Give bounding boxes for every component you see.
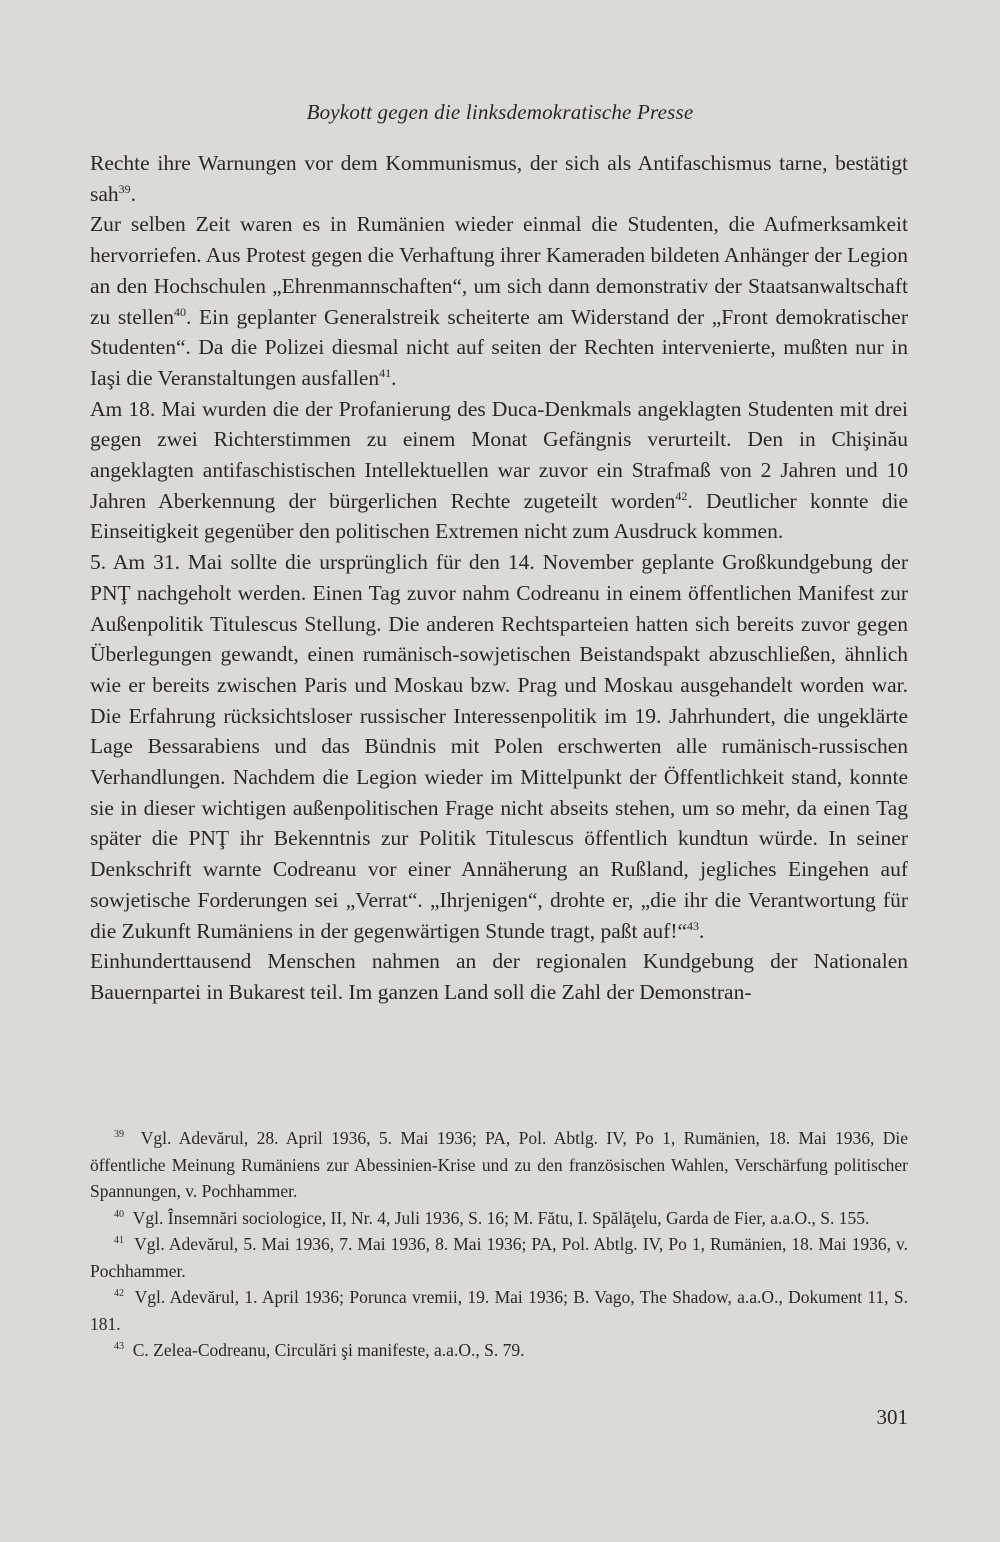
paragraph xyxy=(90,547,908,946)
paragraph-text: . xyxy=(130,181,137,206)
running-head: Boykott gegen die linksdemokratische Presse xyxy=(306,100,694,124)
paragraph-text: Einhunderttausend Menschen nahmen an der regionalen Kundgebung der Nationalen Bauernpartei in Bukarest teil. Im ganzen Land soll die Zahl der Demonstran- xyxy=(90,949,908,1004)
footnote-ref: 41 xyxy=(379,365,392,380)
paragraph-text: . xyxy=(391,365,397,390)
paragraph-text: Rechte ihre Warnungen vor dem Kommunismus, der sich als Antifaschismus tarne, bestätigt sah xyxy=(90,151,908,206)
footnote-number: 42 xyxy=(114,1288,124,1300)
paragraph-text: . Deutlicher konnte die Einseitigkeit gegenüber den politischen Extremen nicht zum Ausdruck kommen. xyxy=(90,488,908,544)
paragraph-text: Zur selben Zeit waren es in Rumänien wieder einmal die Studenten, die Aufmerksamkeit hervorriefen. Aus Protest gegen die Verhaftung ihrer Kameraden bildeten Anhänger der Legion an den Hochschulen „Ehrenmannschaften“, um sich dann demonstrativ der Staatsanwaltschaft zu stellen xyxy=(90,212,908,329)
paragraph-text: 5. Am 31. Mai sollte die ursprünglich für den 14. November geplante Großkundgebung der PNŢ nachgeholt werden. Einen Tag zuvor nahm Codreanu in einem öffentlichen Manifest zur Außenpolitik Titulescus Stellung. Die anderen Rechtsparteien hatten sich bereits zuvor gegen Überlegungen gewandt, einen rumänisch-sowjetischen Beistandspakt abzuschließen, ähnlich wie er bereits zwischen Paris und Moskau bzw. Prag und Moskau ausgehandelt worden war. Die Erfahrung rücksichtsloser russischer Interessenpolitik im 19. Jahrhundert, die ungeklärte Lage Bessarabiens und das Bündnis mit Polen erschwerten alle rumänisch-russischen Verhandlungen. Nachdem die Legion wieder im Mittelpunkt der Öffentlichkeit stand, konnte sie in dieser wichtigen außenpolitischen Frage nicht abseits stehen, um so mehr, da einen Tag später die PNŢ ihr Bekenntnis zur Politik Titulescus öffentlich kundtun würde. In seiner Denkschrift warnte Codreanu vor einer Annäherung an Rußland, jegliches Eingehen auf sowjetische Forderungen sei „Verrat“. „Ihrjenigen“, drohte er, „die ihr die Verantwortung für die Zukunft Rumäniens in der gegenwärtigen Stunde tragt, paßt auf!“ xyxy=(90,550,908,943)
footnote xyxy=(90,1284,908,1337)
footnote-ref: 43 xyxy=(687,918,700,933)
footnote-number: 39 xyxy=(114,1129,124,1141)
footnote-number: 41 xyxy=(114,1235,124,1247)
footnote-ref: 42 xyxy=(675,488,688,503)
footnote-number: 43 xyxy=(114,1341,124,1353)
footnote-text: Vgl. Adevărul, 28. April 1936, 5. Mai 1936; PA, Pol. Abtlg. IV, Po 1, Rumänien, 18. Mai 1936, Die öffentliche Meinung Rumäniens zur Abessinien-Krise und zu den französischen Wahlen, Verschärfung politischer Spannungen, v. Pochhammer. xyxy=(90,1128,909,1201)
page-number: 301 xyxy=(876,1405,908,1429)
paragraph-text: Am 18. Mai wurden die der Profanierung des Duca-Denkmals angeklagten Studenten mit drei gegen zwei Richterstimmen zu einem Monat Gefängnis verurteilt. Den in Chişinău angeklagten antifaschistischen Intellektuellen war zuvor ein Strafmaß von 2 Jahren und 10 Jahren Aberkennung der bürgerlichen Rechte zugeteilt worden xyxy=(90,396,908,513)
paragraph xyxy=(90,209,908,393)
footnote xyxy=(90,1205,908,1232)
footnotes xyxy=(90,1125,908,1364)
paragraph xyxy=(90,946,908,1007)
paragraph xyxy=(90,148,908,209)
footnote xyxy=(90,1231,908,1284)
footnote-text: Vgl. Însemnări sociologice, II, Nr. 4, Juli 1936, S. 16; M. Fătu, I. Spălăţelu, Garda de Fier, a.a.O., S. 155. xyxy=(132,1207,870,1228)
paragraph-text: . xyxy=(699,918,705,943)
body-text xyxy=(90,148,908,1008)
footnote-text: Vgl. Adevărul, 1. April 1936; Porunca vremii, 19. Mai 1936; B. Vago, The Shadow, a.a.O., Dokument 11, S. 181. xyxy=(90,1287,908,1334)
footnote-number: 40 xyxy=(114,1208,124,1220)
paragraph xyxy=(90,394,908,548)
footnote xyxy=(90,1125,908,1205)
paragraph-text: . Ein geplanter Generalstreik scheiterte am Widerstand der „Front demokratischer Studenten“. Da die Polizei diesmal nicht auf seiten der Rechten intervenierte, mußten nur in Iaşi die Veranstaltungen ausfallen xyxy=(90,304,908,390)
footnote-text: C. Zelea-Codreanu, Circulări şi manifeste, a.a.O., S. 79. xyxy=(132,1340,525,1360)
footnote-ref: 39 xyxy=(118,181,131,196)
footnote-text: Vgl. Adevărul, 5. Mai 1936, 7. Mai 1936, 8. Mai 1936; PA, Pol. Abtlg. IV, Po 1, Rumänien, 18. Mai 1936, v. Pochhammer. xyxy=(90,1234,908,1281)
footnote xyxy=(90,1337,908,1364)
footnote-ref: 40 xyxy=(174,304,187,319)
